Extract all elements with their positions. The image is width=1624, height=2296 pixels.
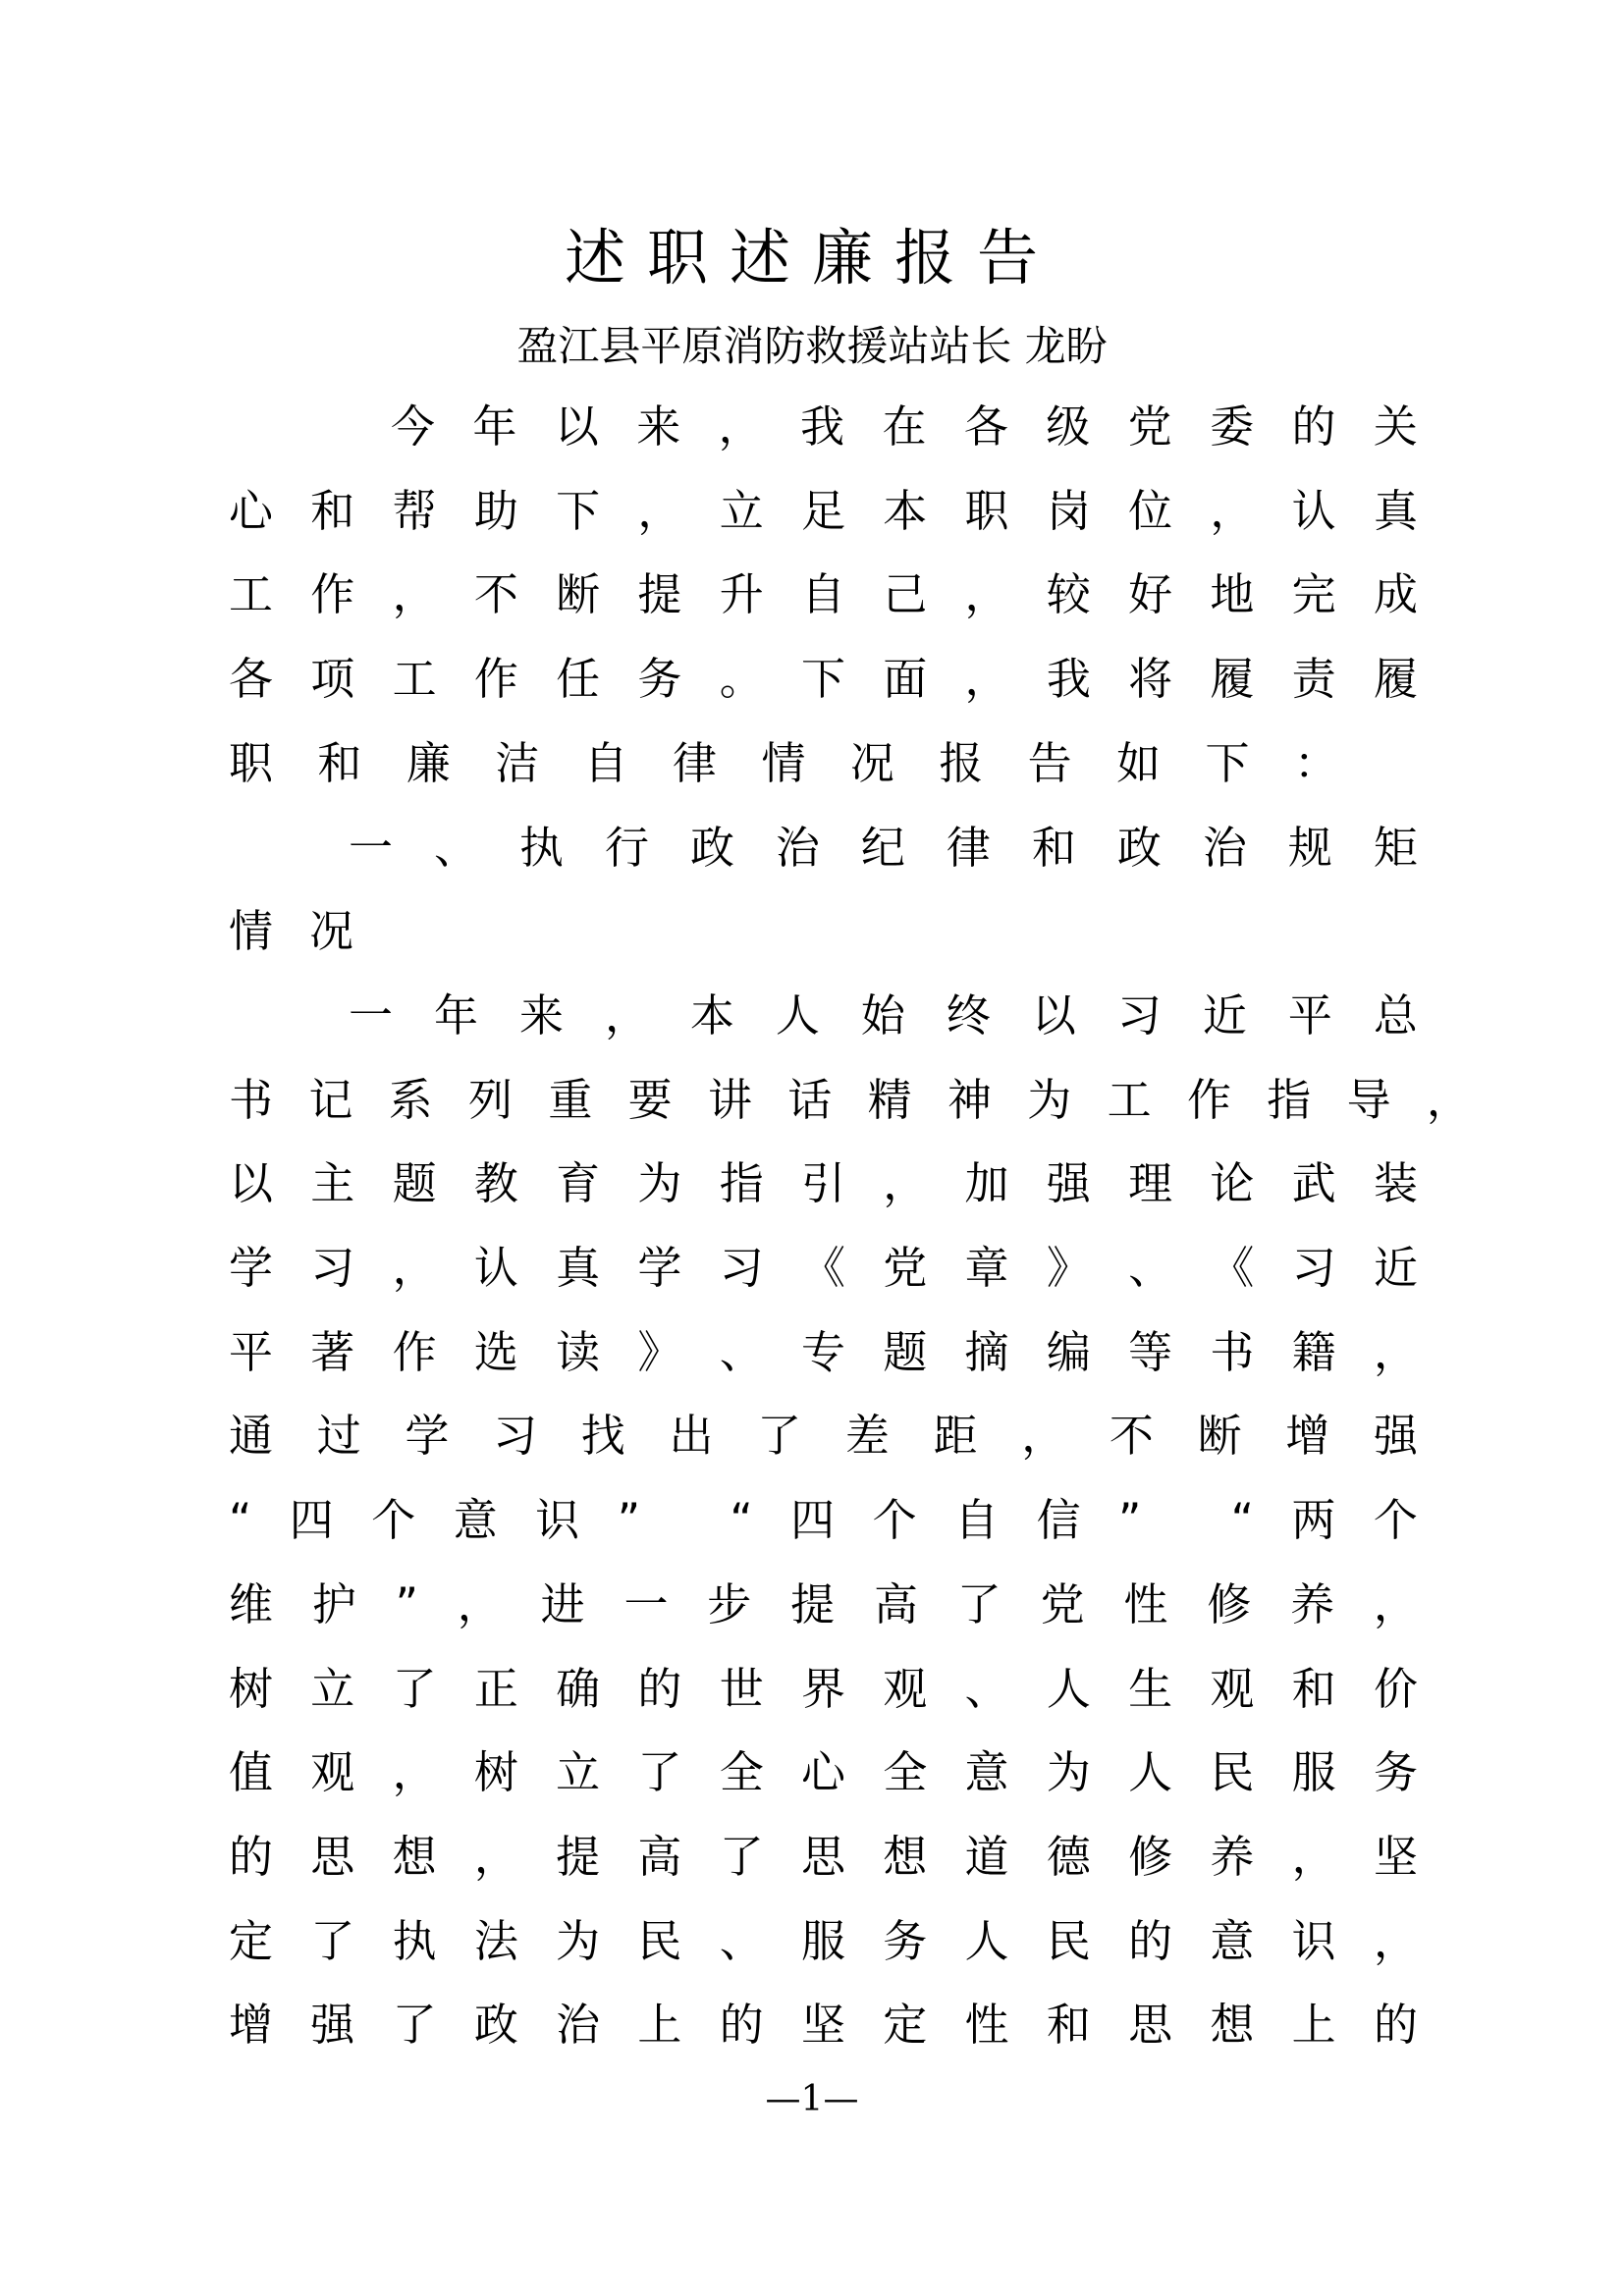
text-line: 今 年 以 来 ， 我 在 各 级 党 委 的 关 (391, 400, 1418, 453)
text-line: 情 况 (229, 905, 354, 958)
text-line: 以 主 题 教 育 为 指 引 ， 加 强 理 论 武 装 (229, 1157, 1418, 1210)
text-line: 学 习 ， 认 真 学 习 《 党 章 》 、 《 习 近 (229, 1242, 1418, 1294)
text-line: 树 立 了 正 确 的 世 界 观 、 人 生 观 和 价 (229, 1662, 1418, 1715)
text-line: “ 四 个 意 识 ” “ 四 个 自 信 ” “ 两 个 (229, 1494, 1418, 1547)
document-subtitle: 盈江县平原消防救援站站长 龙盼 (516, 322, 1108, 370)
text-line: 一 、 执 行 政 治 纪 律 和 政 治 规 矩 (349, 821, 1418, 874)
text-line: 定 了 执 法 为 民 、 服 务 人 民 的 意 识 ， (229, 1914, 1418, 1967)
text-line: 职 和 廉 洁 自 律 情 况 报 告 如 下 ： (229, 736, 1338, 789)
text-line: 通 过 学 习 找 出 了 差 距 ， 不 断 增 强 (229, 1410, 1418, 1463)
text-line: 各 项 工 作 任 务 。 下 面 ， 我 将 履 责 履 (229, 653, 1418, 706)
text-line: 增 强 了 政 治 上 的 坚 定 性 和 思 想 上 的 (229, 1999, 1418, 2052)
text-line: 工 作 ， 不 断 提 升 自 己 ， 较 好 地 完 成 (229, 568, 1418, 621)
text-line: 维 护 ” ， 进 一 步 提 高 了 党 性 修 养 ， (229, 1577, 1418, 1630)
text-line: 值 观 ， 树 立 了 全 心 全 意 为 人 民 服 务 (229, 1746, 1418, 1799)
text-line: 的 思 想 ， 提 高 了 思 想 道 德 修 养 ， 坚 (229, 1830, 1418, 1883)
text-line: 一 年 来 ， 本 人 始 终 以 习 近 平 总 (349, 988, 1418, 1041)
text-line: 平 著 作 选 读 》 、 专 题 摘 编 等 书 籍 ， (229, 1325, 1418, 1378)
text-line: 书 记 系 列 重 要 讲 话 精 神 为 工 作 指 导 ， (229, 1073, 1471, 1126)
text-line: 心 和 帮 助 下 ， 立 足 本 职 岗 位 ， 认 真 (229, 484, 1418, 537)
page-number: —1— (765, 2079, 859, 2119)
document-title: 述职述廉报告 (564, 222, 1059, 294)
